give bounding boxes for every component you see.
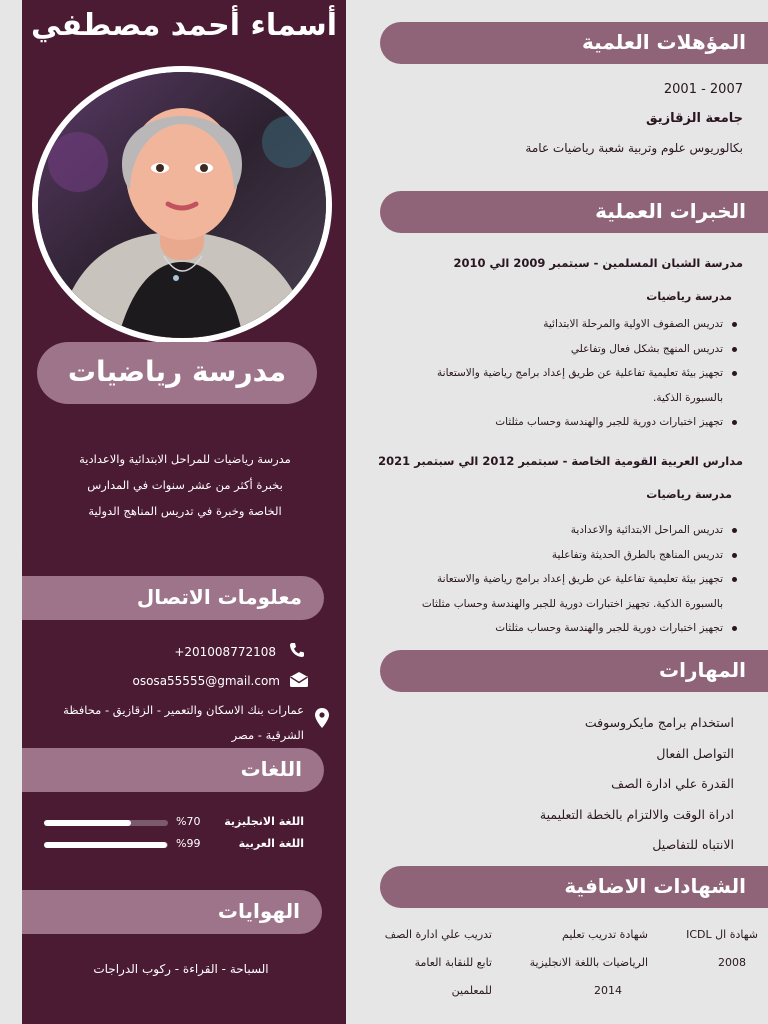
- skill-item: الانتباه للتفاصيل: [652, 837, 734, 852]
- skill-item: التواصل الفعال: [656, 745, 734, 761]
- language-percent-arabic: %99: [176, 837, 201, 850]
- list-item: تدريس المراحل الابتدائية والاعدادية: [343, 518, 743, 543]
- certificate-title: شهادة ال ICDL: [686, 928, 758, 941]
- language-bar-english: [44, 820, 168, 826]
- certificate-subtitle: الرياضيات باللغة الانجليزية: [529, 956, 648, 969]
- list-item: تدريس المناهج بالطرق الحديثة وتفاعلية: [343, 543, 743, 568]
- certificate-icdl: [648, 921, 758, 977]
- job-title: مدارس العربية القومية الخاصة - سبتمبر 2012 الي سبتمبر 2021: [378, 454, 743, 468]
- education-university: جامعة الزقازيق: [646, 111, 743, 126]
- language-bar-fill: [44, 842, 167, 848]
- skill-item: ادراة الوقت والالتزام بالخطة التعليمية: [539, 806, 734, 822]
- list-item-continuation: بالسبورة الذكية.: [653, 391, 723, 404]
- certificate-math-english: [498, 921, 648, 1005]
- summary-line: بخبرة أكثر من عشر سنوات في المدارس: [87, 478, 283, 492]
- job-role: مدرسة رياضيات: [646, 290, 732, 303]
- skill-item: استخدام برامج مايكروسوفت: [584, 715, 734, 730]
- certificate-year: 2014: [594, 984, 622, 997]
- skill-item: القدرة علي ادارة الصف: [611, 776, 734, 791]
- languages-heading: اللغات: [22, 748, 324, 792]
- experience-heading: الخبرات العملية: [380, 191, 768, 233]
- list-item: تدريس المنهج بشكل فعال وتفاعلي: [373, 337, 743, 362]
- education-degree: بكالوريوس علوم وتربية شعبة رياضيات عامة: [525, 141, 743, 155]
- certificate-title: تدريب علي ادارة الصف: [384, 928, 492, 941]
- person-name: أسماء أحمد مصطفي: [30, 8, 338, 43]
- job-role: مدرسة رياضيات: [646, 488, 732, 501]
- list-item: تجهيز اختبارات دورية للجبر والهندسة وحساب مثلثات: [373, 410, 743, 435]
- certificate-classroom: [362, 921, 492, 1005]
- address-line: الشرقية - مصر: [231, 728, 304, 742]
- summary-line: الخاصة وخبرة في تدريس المناهج الدولية: [88, 504, 282, 518]
- location-pin-icon: [315, 708, 329, 732]
- address: [63, 698, 304, 748]
- job-duties-list: [373, 312, 743, 435]
- mail-icon: [289, 672, 309, 692]
- skills-list: [540, 708, 734, 861]
- list-item-continuation: بالسبورة الذكية. تجهيز اختبارات دورية للجبر والهندسة وحساب مثلثات: [421, 597, 723, 610]
- summary-line: مدرسة رياضيات للمراحل الابتدائية والاعدادية: [79, 452, 291, 466]
- phone-number[interactable]: +201008772108: [174, 645, 276, 659]
- language-percent-english: %70: [176, 815, 201, 828]
- certificate-year: 2008: [718, 956, 746, 969]
- job-title-badge: مدرسة رياضيات: [37, 342, 317, 404]
- list-item: تدريس الصفوف الاولية والمرحلة الابتدائية: [373, 312, 743, 337]
- hobbies-heading: الهوايات: [22, 890, 322, 934]
- certificate-subtitle: تابع للنقابة العامة: [414, 956, 492, 969]
- list-item: تجهيز بيئة تعليمية تفاعلية عن طريق إعداد برامج رياضية والاستعانة: [373, 361, 743, 386]
- profile-summary: [50, 446, 320, 524]
- language-name-arabic: اللغة العربية: [238, 837, 304, 850]
- phone-icon: [289, 642, 305, 662]
- contact-heading: معلومات الاتصال: [22, 576, 324, 620]
- certificates-heading: الشهادات الاضافية: [380, 866, 768, 908]
- job-duties-list: [343, 518, 743, 641]
- email-address[interactable]: ososa55555@gmail.com: [132, 674, 280, 688]
- skills-heading: المهارات: [380, 650, 768, 692]
- education-heading: المؤهلات العلمية: [380, 22, 768, 64]
- certificate-subtitle: للمعلمين: [451, 984, 492, 997]
- language-bar-fill: [44, 820, 131, 826]
- certificate-title: شهادة تدريب تعليم: [562, 928, 648, 941]
- language-bar-arabic: [44, 842, 168, 848]
- list-item: تجهيز اختبارات دورية للجبر والهندسة وحساب مثلثات: [343, 616, 743, 641]
- job-title: مدرسة الشبان المسلمين - سبتمبر 2009 الي 2010: [453, 256, 743, 270]
- address-line: عمارات بنك الاسكان والتعمير - الزقازيق - محافظة: [63, 703, 304, 717]
- language-name-english: اللغة الانجليزية: [224, 815, 304, 828]
- profile-photo: [38, 72, 326, 338]
- hobbies-list: السباحة - القراءة - ركوب الدراجات: [93, 962, 269, 976]
- list-item: تجهيز بيئة تعليمية تفاعلية عن طريق إعداد برامج رياضية والاستعانة: [343, 567, 743, 592]
- education-years: 2001 - 2007: [663, 82, 743, 97]
